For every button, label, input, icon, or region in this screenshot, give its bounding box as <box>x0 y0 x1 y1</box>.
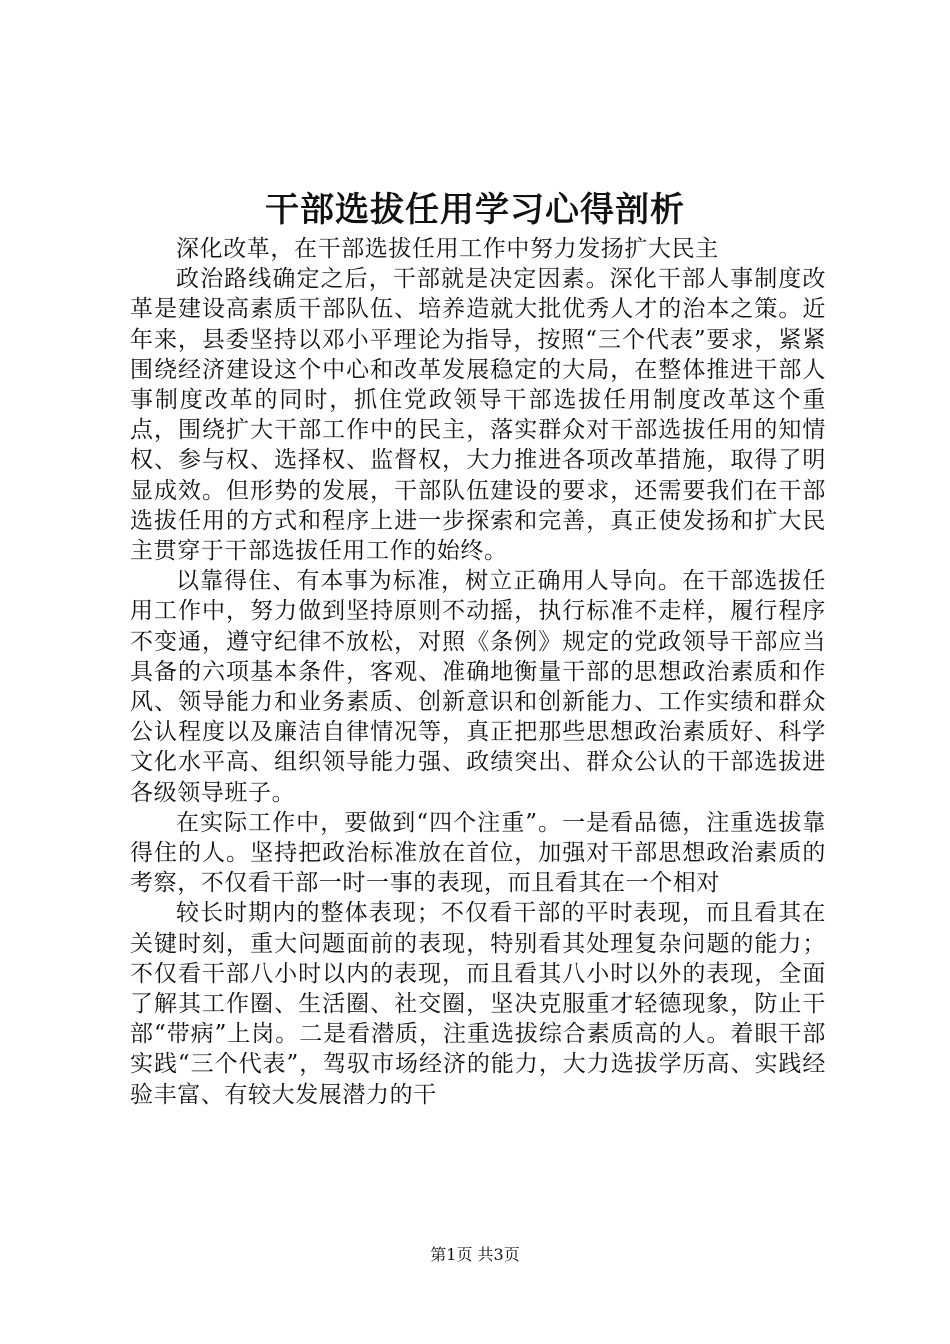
paragraph-2: 以靠得住、有本事为标准，树立正确用人导向。在干部选拔任用工作中，努力做到坚持原则不动摇，执行标准不走样，履行程序不变通，遵守纪律不放松，对照《条例》规定的党政领导干部应当具备的六项基本条件，客观、准确地衡量干部的思想政治素质和作风、领导能力和业务素质、创新意识和创新能力、工作实绩和群众公认程度以及廉洁自律情况等，真正把那些思想政治素质好、科学文化水平高、组织领导能力强、政绩突出、群众公认的干部选拔进各级领导班子。 <box>130 568 826 806</box>
paragraph-1: 政治路线确定之后，干部就是决定因素。深化干部人事制度改革是建设高素质干部队伍、培养造就大批优秀人才的治本之策。近年来，县委坚持以邓小平理论为指导，按照“三个代表”要求，紧紧围绕经济建设这个中心和改革发展稳定的大局，在整体推进干部人事制度改革的同时，抓住党政领导干部选拔任用制度改革这个重点，围绕扩大干部工作中的民主，落实群众对干部选拔任用的知情权、参与权、选择权、监督权，大力推进各项改革措施，取得了明显成效。但形势的发展，干部队伍建设的要求，还需要我们在干部选拔任用的方式和程序上进一步探索和完善，真正使发扬和扩大民主贯穿于干部选拔任用工作的始终。 <box>130 266 826 565</box>
paragraph-3: 在实际工作中，要做到“四个注重”。一是看品德，注重选拔靠得住的人。坚持把政治标准放在首位，加强对干部思想政治素质的考察，不仅看干部一时一事的表现，而且看其在一个相对 <box>130 809 826 897</box>
paragraph-4: 较长时期内的整体表现；不仅看干部的平时表现，而且看其在关键时刻，重大问题面前的表现，特别看其处理复杂问题的能力；不仅看干部八小时以内的表现，而且看其八小时以外的表现，全面了解其工作圈、生活圈、社交圈，坚决克服重才轻德现象，防止干部“带病”上岗。二是看潜质，注重选拔综合素质高的人。着眼干部实践“三个代表”，驾驭市场经济的能力，大力选拔学历高、实践经验丰富、有较大发展潜力的干 <box>130 900 826 1108</box>
page-footer: 第1页 共3页 <box>430 1245 520 1264</box>
paragraph-subtitle: 深化改革，在干部选拔任用工作中努力发扬扩大民主 <box>176 236 719 262</box>
document-body <box>130 234 826 1110</box>
document-title: 干部选拔任用学习心得剖析 <box>265 190 685 230</box>
